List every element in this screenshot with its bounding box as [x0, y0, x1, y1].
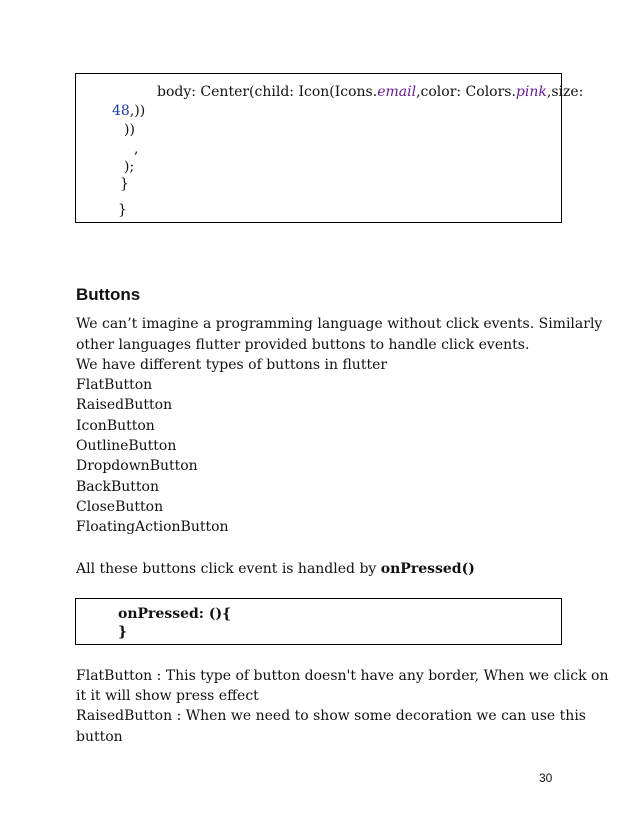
desc-line-4: button — [76, 729, 123, 745]
intro-line-1: We can’t imagine a programming language without click events. Similarly — [76, 316, 603, 332]
section-heading: Buttons — [76, 285, 141, 304]
code-line-close-parens: )) — [124, 122, 135, 138]
desc-line-1: FlatButton : This type of button doesn't have any border, When we click on — [76, 668, 609, 684]
code-line-comma: , — [134, 141, 139, 157]
list-item: DropdownButton — [76, 458, 198, 474]
list-item: OutlineButton — [76, 438, 177, 454]
list-item: BackButton — [76, 479, 159, 495]
code-line-size — [112, 102, 145, 120]
method-name: onPressed() — [380, 561, 475, 577]
list-item: IconButton — [76, 418, 155, 434]
code-line-body — [157, 83, 583, 101]
list-item: FloatingActionButton — [76, 519, 229, 535]
intro-line-3: We have different types of buttons in flutter — [76, 357, 388, 373]
list-item: CloseButton — [76, 499, 164, 515]
code-line-onpressed: onPressed: (){ — [118, 606, 232, 622]
list-item: FlatButton — [76, 377, 153, 393]
list-item: RaisedButton — [76, 397, 173, 413]
code-block-onpressed — [75, 598, 562, 645]
code-text: ,color: Colors. — [416, 84, 516, 100]
code-line-brace: } — [118, 624, 128, 640]
code-text: body: Center(child: Icon(Icons. — [157, 84, 378, 100]
page-number: 30 — [539, 771, 553, 785]
code-pink-keyword: pink — [515, 84, 547, 100]
code-text: ,)) — [129, 103, 146, 119]
desc-line-2: it it will show press effect — [76, 688, 259, 704]
handled-by-sentence — [76, 559, 475, 579]
code-number: 48 — [112, 103, 130, 119]
code-line-brace-end: } — [118, 202, 127, 218]
code-text: ,size: — [546, 84, 584, 100]
code-block-center-icon — [75, 73, 584, 223]
code-line-brace: } — [120, 176, 129, 192]
sentence-text: All these buttons click event is handled by — [76, 561, 381, 577]
code-email-keyword: email — [377, 84, 417, 100]
desc-line-3: RaisedButton : When we need to show some decoration we can use this — [76, 708, 586, 724]
code-line-semicolon: ); — [124, 159, 135, 175]
intro-line-2: other languages flutter provided buttons to handle click events. — [76, 337, 530, 353]
